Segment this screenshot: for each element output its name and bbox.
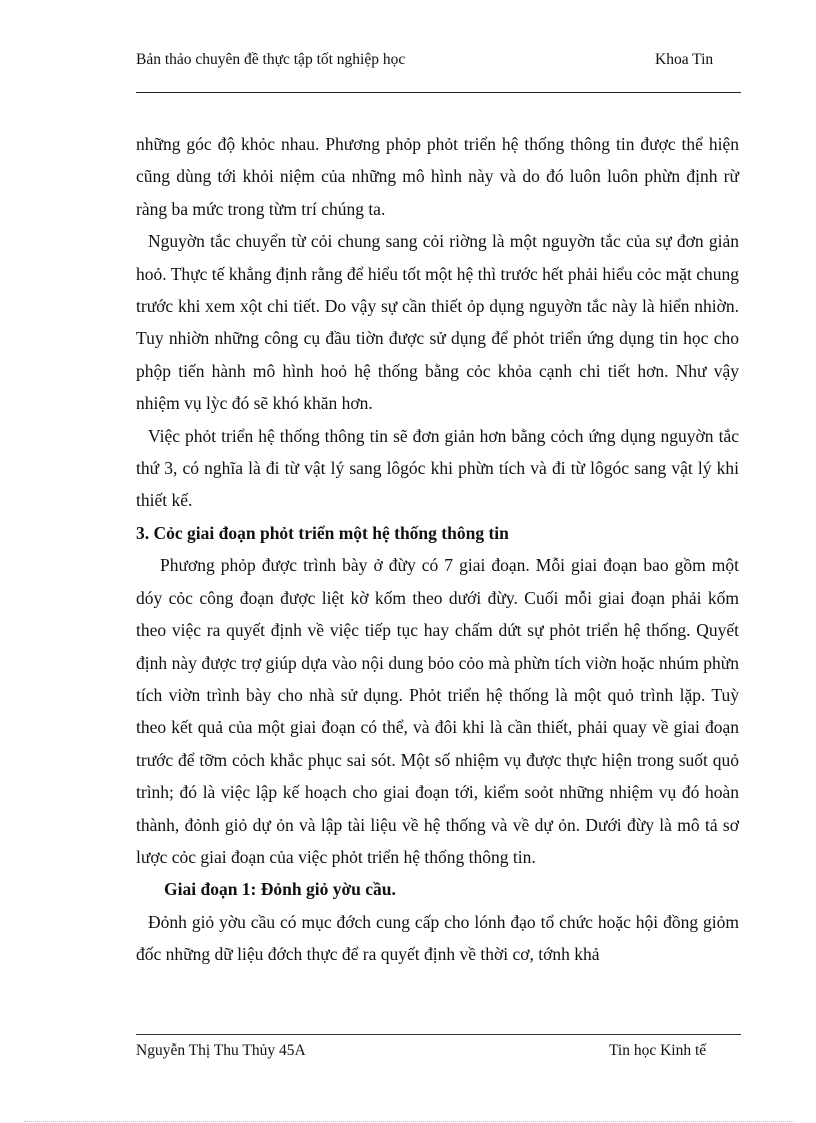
paragraph-2: Nguyờn tắc chuyển từ cỏi chung sang cỏi riờng là một nguyờn tắc của sự đơn giản hoỏ. Thực tế khẳng định rằng để hiểu tốt một hệ thì trước hết phải hiểu cỏc mặt chung trước khi xem xột chi tiết. Do vậy sự cần thiết ỏp dụng nguyờn tắc này là hiển nhiờn. Tuy nhiờn những công cụ đầu tiờn được sử dụng để phỏt triển ứng dụng tin học cho phộp tiến hành mô hình hoỏ hệ thống bằng cỏc khỏa cạnh chi tiết hơn. Như vậy nhiệm vụ lỳc đó sẽ khó khăn hơn. (136, 231, 739, 414)
body-text (136, 128, 739, 971)
paragraph-3: Việc phỏt triển hệ thống thông tin sẽ đơn giản hơn bằng cỏch ứng dụng nguyờn tắc thứ 3, có nghĩa là đi từ vật lý sang lôgóc khi phừn tích và đi từ lôgóc sang vật lý khi thiết kế. (136, 425, 739, 511)
header-title: Bản thảo chuyên đề thực tập tốt nghiệp học (136, 51, 406, 68)
paragraph-1: những góc độ khỏc nhau. Phương phỏp phỏt triển hệ thống thông tin được thể hiện cũng dùng tới khỏi niệm của những mô hình này và do đó luôn luôn phừn định rừ ràng ba mức trong từm trí chúng ta. (136, 134, 739, 219)
paragraph-5: Đỏnh giỏ yờu cầu có mục đớch cung cấp cho lónh đạo tổ chức hoặc hội đồng giỏm đốc những dữ liệu đớch thực để ra quyết định về thời cơ, tớnh khả (136, 911, 739, 965)
section-heading: 3. Cỏc giai đoạn phỏt triển một hệ thống thông tin (136, 522, 509, 543)
paragraph-4: Phương phỏp được trình bày ở đừy có 7 giai đoạn. Mỗi giai đoạn bao gồm một dóy cỏc công đoạn được liệt kờ kốm theo dưới đừy. Cuối mỗi giai đoạn phải kốm theo việc ra quyết định về việc tiếp tục hay chấm dứt sự phỏt triển hệ thống. Quyết định này được trợ giúp dựa vào nội dung bỏo cỏo mà phừn tích viờn hoặc nhúm phừn tích viờn trình bày cho nhà sử dụng. Phỏt triển hệ thống là một quỏ trình lặp. Tuỳ theo kết quả của một giai đoạn có thể, và đôi khi là cần thiết, phải quay về giai đoạn trước để tỡm cỏch khắc phục sai sót. Một số nhiệm vụ được thực hiện trong suốt quỏ trình; đó là việc lập kế hoạch cho giai đoạn tới, kiểm soỏt những nhiệm vụ đó hoàn thành, đỏnh giỏ dự ỏn và lập tài liệu về hệ thống và về dự ỏn. Dưới đừy là mô tả sơ lược cỏc giai đoạn của việc phỏt triển hệ thống thông tin. (136, 555, 739, 867)
footer-major: Tin học Kinh tế (609, 1042, 707, 1059)
footer-author: Nguyễn Thị Thu Thủy 45A (136, 1042, 306, 1059)
footer-divider (136, 1034, 741, 1035)
stage-heading: Giai đoạn 1: Đỏnh giỏ yờu cầu. (164, 879, 396, 900)
header-divider (136, 92, 741, 93)
page-edge-divider (24, 1121, 794, 1122)
header-faculty: Khoa Tin (655, 51, 714, 68)
